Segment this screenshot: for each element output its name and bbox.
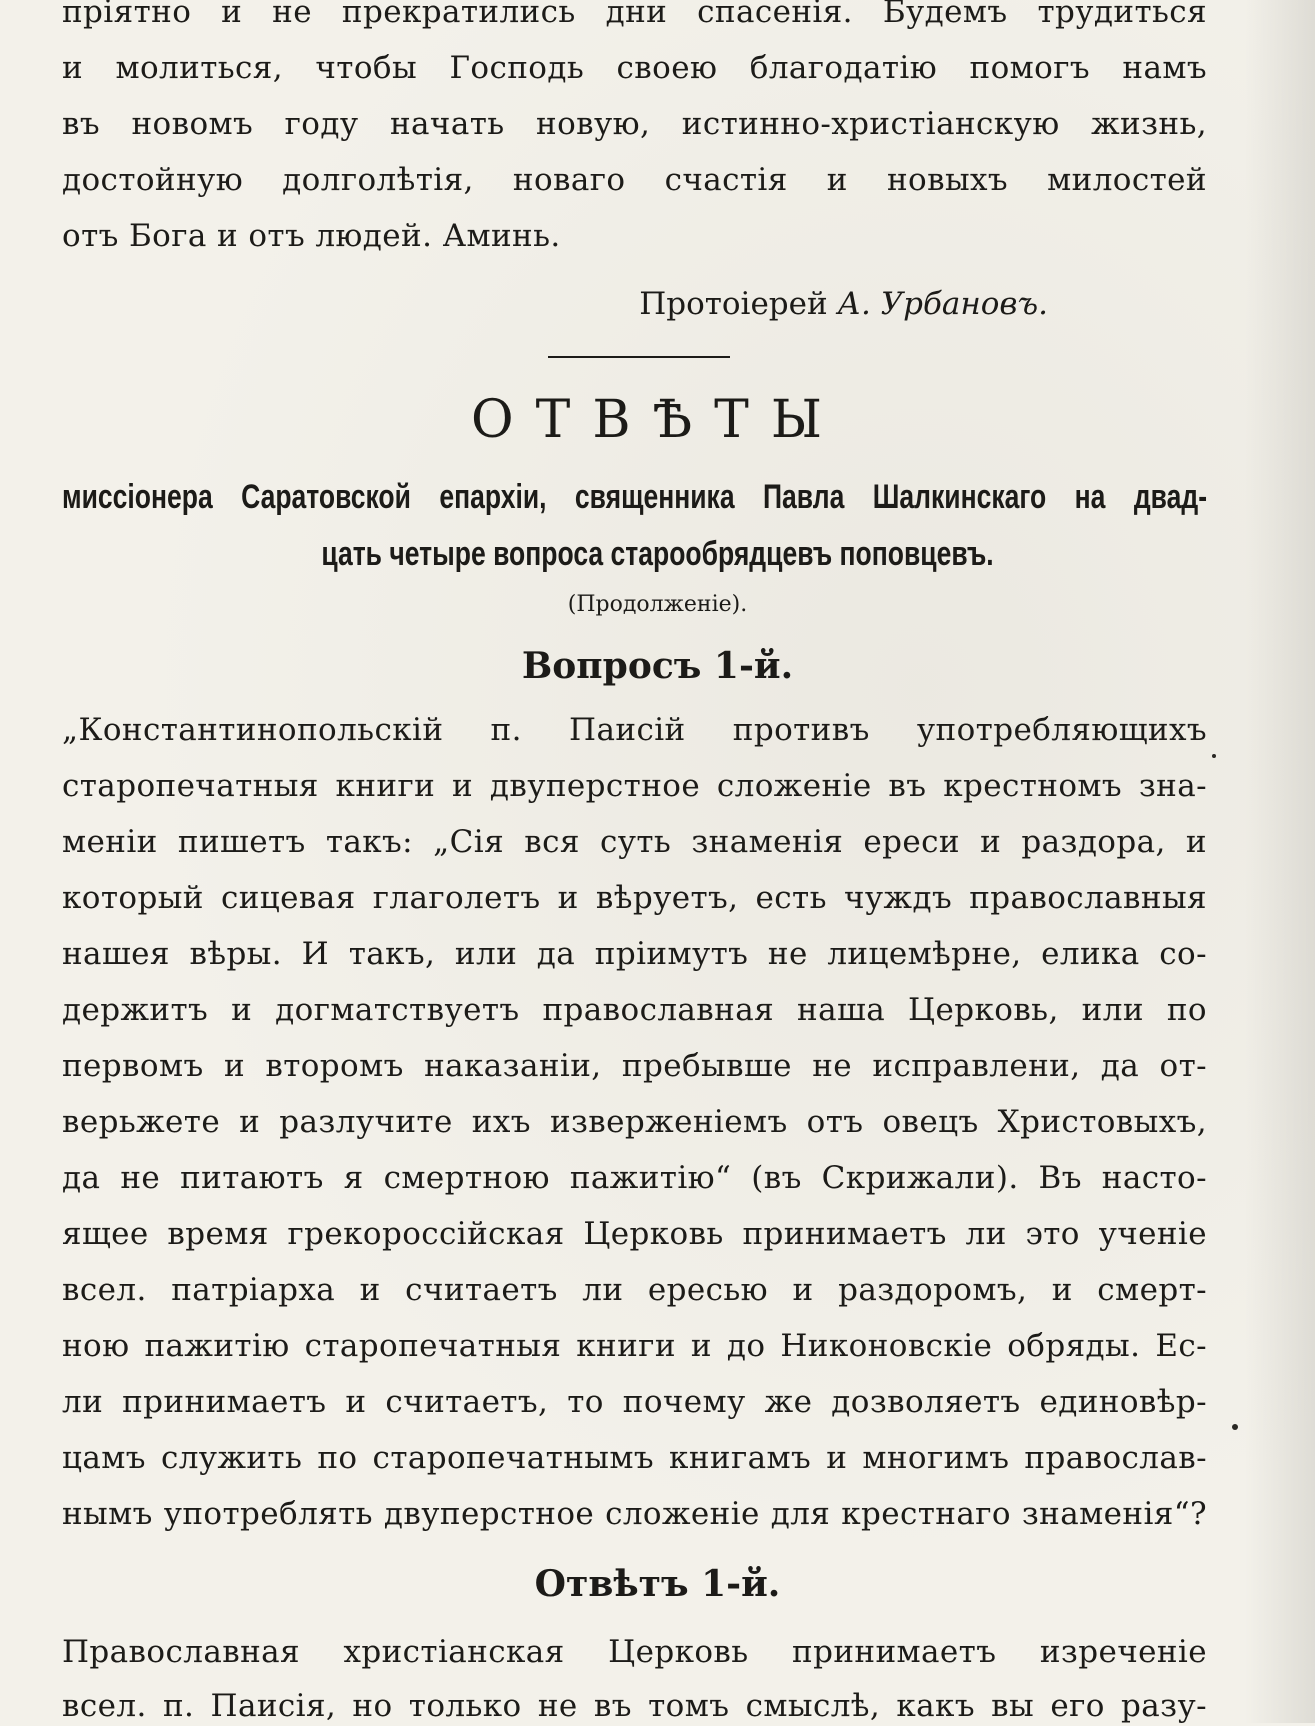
question-line: меніи пишетъ такъ: „Сія вся суть знаменія ереси и раздора, и — [62, 824, 1207, 860]
question-line: ящее время грекороссійская Церковь принимаетъ ли это ученіе — [62, 1216, 1207, 1252]
intro-line: въ новомъ году начать новую, истинно-христіанскую жизнь, — [62, 106, 1207, 142]
subtitle-line: миссіонера Саратовской епархіи, священника Павла Шалкинскаго на двад- — [62, 478, 1208, 516]
print-speck — [1232, 1424, 1238, 1430]
section-title: ОТВѢТЫ — [471, 390, 844, 450]
question-line: нашея вѣры. И такъ, или да пріимутъ не лицемѣрне, елика со- — [62, 936, 1207, 972]
question-line: „Константинопольскій п. Паисій противъ употребляющихъ — [62, 712, 1207, 748]
intro-line: отъ Бога и отъ людей. Аминь. — [62, 218, 561, 254]
question-line: ли принимаетъ и считаетъ, то почему же дозволяетъ единовѣр- — [62, 1384, 1207, 1420]
answer-line: всел. п. Паисія, но только не въ томъ смыслѣ, какъ вы его разу- — [62, 1688, 1207, 1724]
continuation-note: (Продолженіе). — [567, 592, 748, 617]
intro-line: и молиться, чтобы Господь своею благодатію помогъ намъ — [62, 50, 1207, 86]
question-line: ною пажитію старопечатныя книги и до Никоновскіе обряды. Ес- — [62, 1328, 1207, 1364]
answer-heading: Отвѣтъ 1-й. — [534, 1563, 781, 1605]
question-line: первомъ и второмъ наказаніи, пребывше не исправлени, да от- — [62, 1048, 1207, 1084]
question-heading: Вопросъ 1-й. — [521, 645, 794, 687]
question-line: старопечатныя книги и двуперстное сложеніе въ крестномъ зна- — [62, 768, 1207, 804]
signature — [0, 284, 1140, 324]
intro-line: достойную долголѣтія, новаго счастія и новыхъ милостей — [62, 162, 1207, 198]
subtitle-line: цать четыре вопроса старообрядцевъ поповцевъ. — [321, 535, 994, 573]
signature-name: А. Урбановъ. — [837, 286, 1048, 322]
answer-line: Православная христіанская Церковь принимаетъ изреченіе — [62, 1634, 1207, 1670]
intro-line: пріятно и не прекратились дни спасенія. Будемъ трудиться — [62, 0, 1207, 30]
question-line: всел. патріарха и считаетъ ли ересью и раздоромъ, и смерт- — [62, 1272, 1207, 1308]
question-line: цамъ служить по старопечатнымъ книгамъ и многимъ православ- — [62, 1440, 1207, 1476]
question-line: нымъ употреблять двуперстное сложеніе для крестнаго знаменія“? — [62, 1496, 1207, 1532]
separator-rule — [548, 356, 730, 358]
question-line: да не питаютъ я смертною пажитію“ (въ Скрижали). Въ насто- — [62, 1160, 1207, 1196]
question-line: верьжете и разлучите ихъ изверженіемъ отъ овецъ Христовыхъ, — [62, 1104, 1207, 1140]
question-line: который сицевая глаголетъ и вѣруетъ, есть чуждъ православныя — [62, 880, 1207, 916]
show-through-shadow — [1245, 0, 1315, 1723]
question-line: держитъ и догматствуетъ православная наша Церковь, или по — [62, 992, 1207, 1028]
print-speck — [1212, 754, 1216, 758]
signature-title: Протоіерей — [639, 286, 828, 322]
